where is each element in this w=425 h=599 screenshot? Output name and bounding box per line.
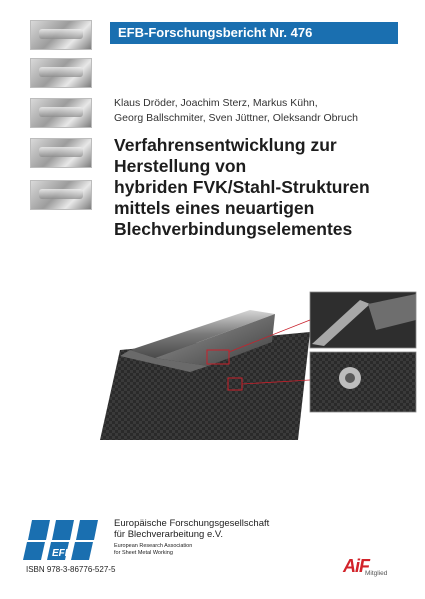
detail-inset-bottom bbox=[310, 352, 416, 412]
publisher-name-en bbox=[114, 543, 344, 557]
title-line: Verfahrensentwicklung zur bbox=[114, 135, 337, 155]
series-band: EFB-Forschungsbericht Nr. 476 bbox=[110, 22, 398, 44]
authors bbox=[114, 96, 404, 126]
thumbnail-image bbox=[30, 98, 92, 128]
thumbnail-image bbox=[30, 20, 92, 50]
authors-line: Georg Ballschmiter, Sven Jüttner, Oleksandr Obruch bbox=[114, 112, 358, 124]
aif-logo bbox=[343, 556, 393, 584]
title-line: mittels eines neuartigen bbox=[114, 198, 315, 218]
publisher-name: Europäische Forschungsgesellschaft bbox=[114, 518, 270, 529]
publisher-name-en-line: European Research Association bbox=[114, 543, 193, 549]
authors-line: Klaus Dröder, Joachim Sterz, Markus Kühn, bbox=[114, 97, 318, 109]
publisher-name-2: für Blechverarbeitung e.V. bbox=[114, 529, 223, 540]
efb-logo bbox=[22, 518, 110, 562]
title-line: hybriden FVK/Stahl-Strukturen bbox=[114, 177, 370, 197]
publisher-block bbox=[114, 518, 344, 557]
thumbnail-image bbox=[30, 58, 92, 88]
efb-logo-text: EFB bbox=[52, 548, 72, 559]
thumbnail-image bbox=[30, 180, 92, 210]
aif-member-label: Mitglied bbox=[365, 570, 388, 577]
publisher-name-en-line: for Sheet Metal Working bbox=[114, 550, 173, 556]
cover-figure bbox=[100, 280, 418, 442]
detail-inset-top bbox=[310, 292, 416, 348]
title-line: Herstellung von bbox=[114, 156, 247, 176]
report-title bbox=[114, 135, 414, 240]
thumbnail-image bbox=[30, 138, 92, 168]
aif-logo-mark: AiF bbox=[343, 556, 369, 576]
title-line: Blechverbindungselementes bbox=[114, 219, 353, 239]
isbn: ISBN 978-3-86776-527-5 bbox=[26, 565, 116, 574]
